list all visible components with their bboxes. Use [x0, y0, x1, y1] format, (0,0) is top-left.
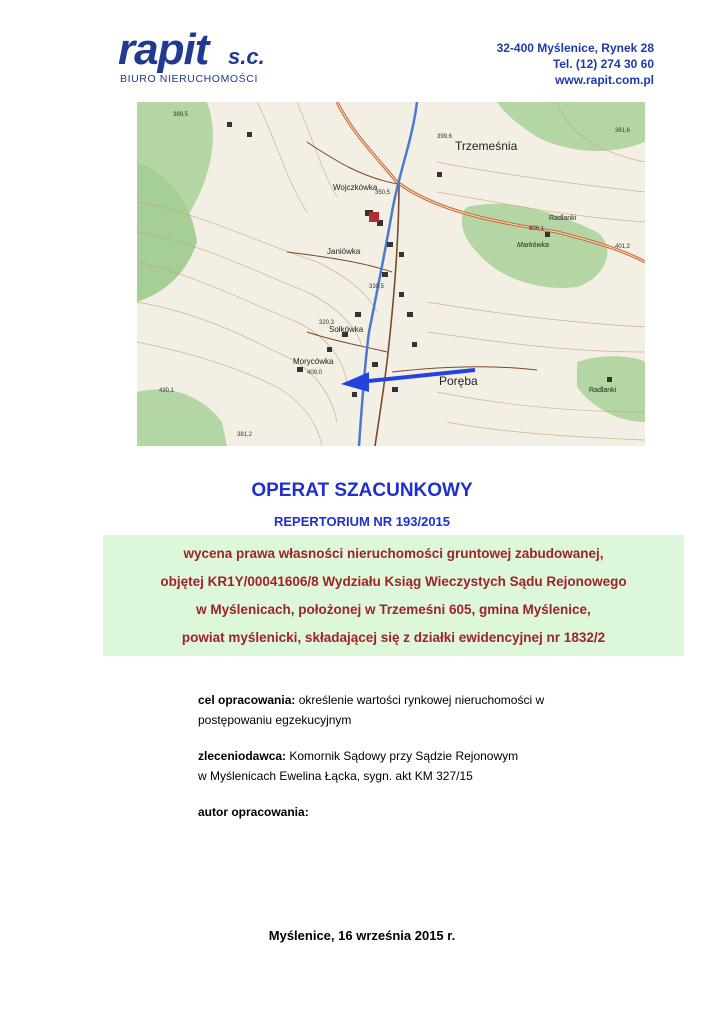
elevation-label: 320,3 [319, 320, 335, 326]
description-line: w Myślenicach, położonej w Trzemeśni 605, gmina Myślenice, [196, 602, 591, 617]
map-label: Poręba [439, 374, 478, 388]
logo-subtitle: BIURO NIERUCHOMOŚCI [120, 73, 258, 85]
description-box [103, 535, 684, 656]
elevation-label: 350,5 [375, 190, 391, 196]
elevation-label: 361,6 [615, 128, 631, 134]
contact-phone: Tel. (12) 274 30 60 [552, 57, 654, 71]
elevation-label: 389,5 [173, 112, 189, 118]
elevation-label: 409,0 [307, 370, 323, 376]
client-label: zleceniodawca: [198, 749, 287, 763]
map-label: Wojczkówka [333, 183, 378, 192]
logo-suffix: s.c. [228, 44, 265, 69]
client-value-continued: w Myślenicach Ewelina Łącka, sygn. akt KM 327/15 [198, 769, 473, 783]
elevation-label: 401,2 [615, 244, 631, 250]
map-image [137, 102, 645, 446]
company-logo [118, 25, 288, 86]
purpose-section [198, 690, 638, 730]
location-map [137, 102, 645, 446]
purpose-value-continued: postępowaniu egzekucyjnym [198, 713, 352, 727]
contact-website[interactable]: www.rapit.com.pl [555, 73, 654, 87]
building-red [369, 212, 379, 222]
client-value: Komornik Sądowy przy Sądzie Rejonowym [286, 749, 519, 763]
author-section [198, 802, 638, 822]
map-label: Radlanki [549, 215, 577, 222]
purpose-label: cel opracowania: [198, 693, 296, 707]
map-label: Janiówka [327, 247, 361, 256]
client-section [198, 746, 638, 786]
elevation-label: 330,5 [369, 284, 385, 290]
description-line: wycena prawa własności nieruchomości gruntowej zabudowanej, [183, 546, 604, 561]
map-label: Morycówka [293, 357, 334, 366]
repertorium-number: REPERTORIUM NR 193/2015 [273, 514, 451, 529]
purpose-value: określenie wartości rynkowej nieruchomości w [295, 693, 545, 707]
map-label: Markówka [517, 242, 549, 249]
logo-wordmark: rapit [118, 25, 209, 74]
map-label: Sołkówka [329, 325, 364, 334]
description-line: objętej KR1Y/00041606/8 Wydziału Ksiąg Wieczystych Sądu Rejonowego [160, 574, 627, 589]
map-label: Radlanki [589, 387, 617, 394]
contact-block [497, 40, 654, 88]
elevation-label: 399,6 [437, 134, 453, 140]
description-line: powiat myślenicki, składającej się z działki ewidencyjnej nr 1832/2 [181, 630, 606, 645]
elevation-label: 606,1 [529, 226, 545, 232]
author-label: autor opracowania: [198, 805, 309, 819]
map-label: Trzemeśnia [455, 139, 518, 153]
elevation-label: 381,2 [237, 432, 253, 438]
contact-address: 32-400 Myślenice, Rynek 28 [496, 41, 654, 55]
elevation-label: 430,1 [159, 388, 175, 394]
document-title: OPERAT SZACUNKOWY [251, 480, 473, 501]
place-date: Myślenice, 16 września 2015 r. [268, 928, 456, 943]
